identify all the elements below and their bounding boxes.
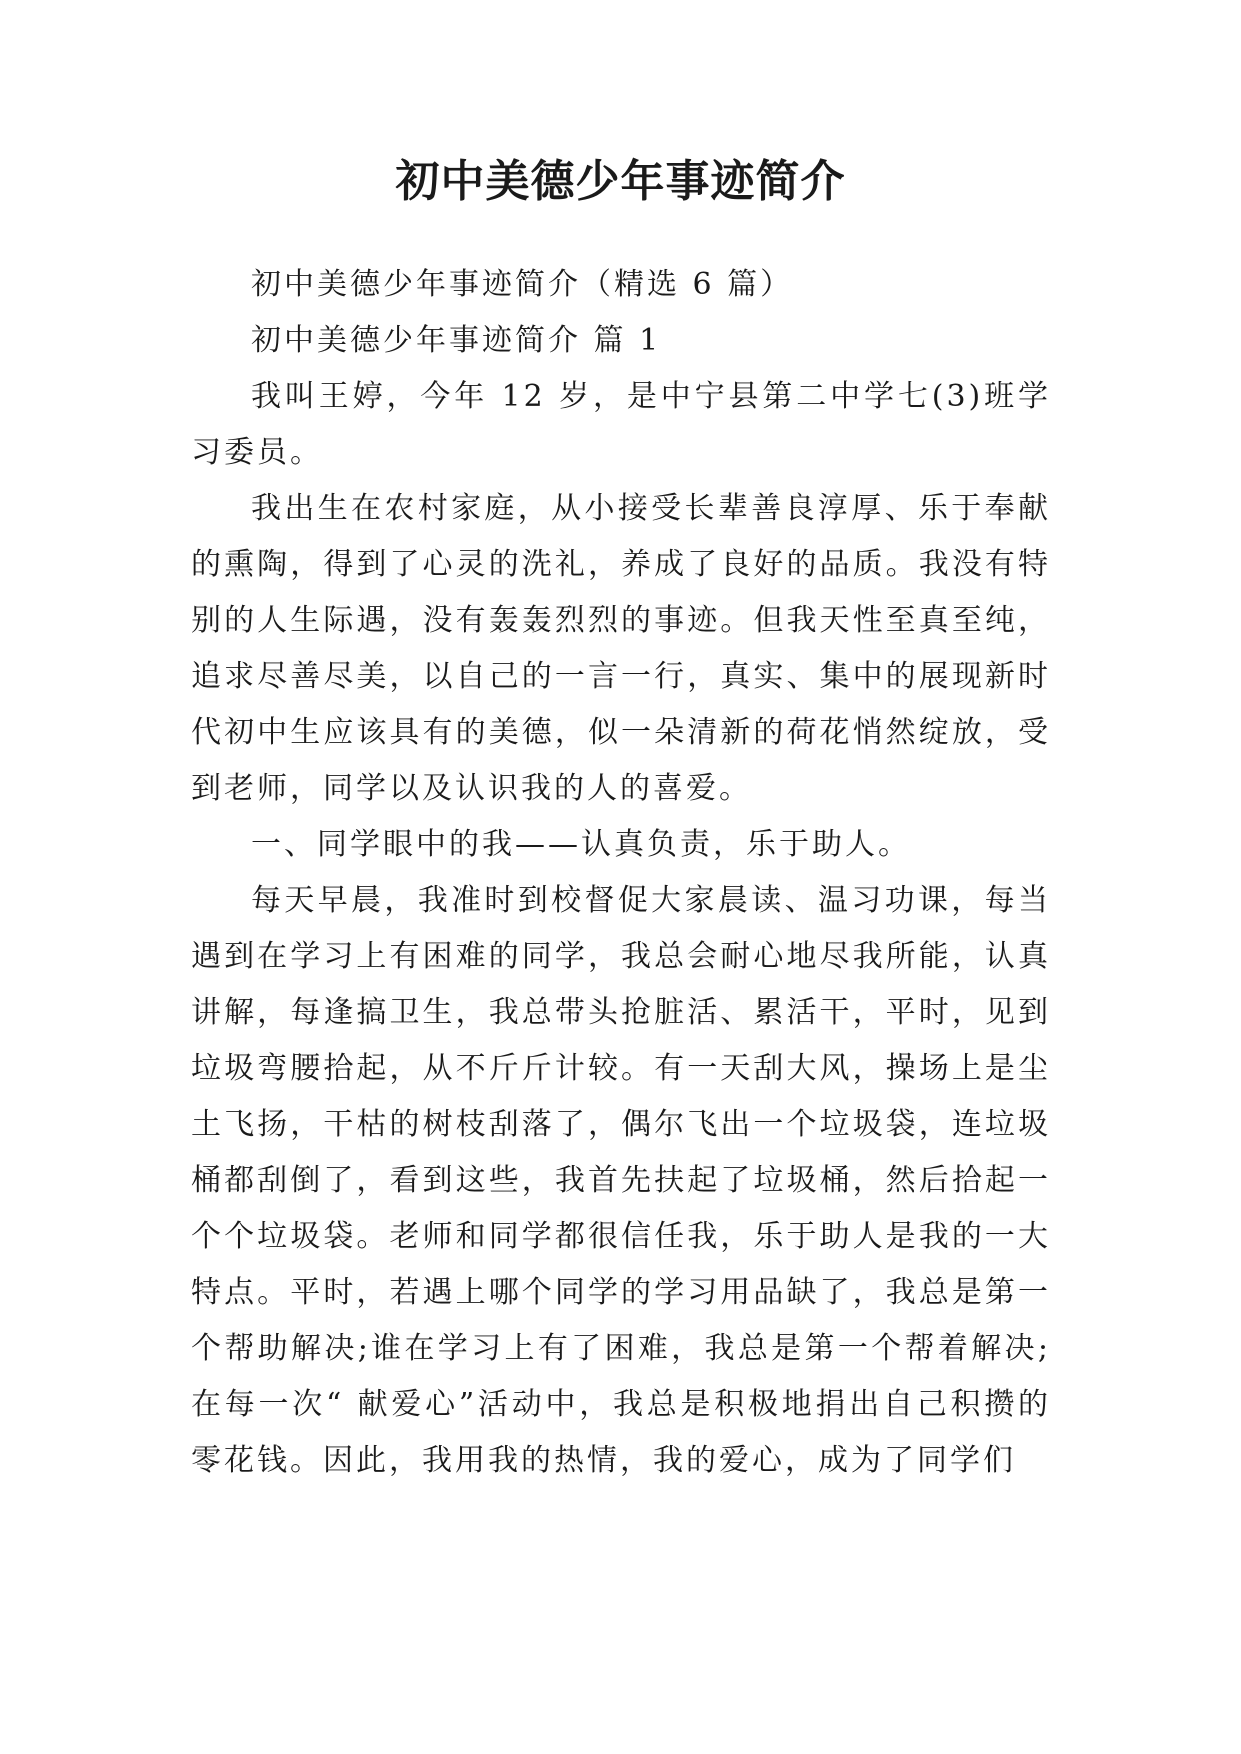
document-body bbox=[191, 257, 1051, 1489]
document-title: 初中美德少年事迹简介 bbox=[395, 156, 846, 207]
paragraph-intro: 我叫王婷，今年 12 岁，是中宁县第二中学七(3)班学习委员。 bbox=[191, 379, 1051, 470]
paragraph-background: 我出生在农村家庭，从小接受长辈善良淳厚、乐于奉献的熏陶，得到了心灵的洗礼，养成了良好的品质。我没有特别的人生际遇，没有轰轰烈烈的事迹。但我天性至真至纯，追求尽善尽美，以自己的一言一行，真实、集中的展现新时代初中生应该具有的美德，似一朵清新的荷花悄然绽放，受到老师，同学以及认识我的人的喜爱。 bbox=[191, 491, 1051, 806]
paragraph-heading-1: 一、同学眼中的我——认真负责，乐于助人。 bbox=[251, 827, 911, 862]
paragraph-section-heading: 初中美德少年事迹简介 篇 1 bbox=[251, 323, 662, 358]
paragraph-story: 每天早晨，我准时到校督促大家晨读、温习功课，每当遇到在学习上有困难的同学，我总会耐心地尽我所能，认真讲解，每逢搞卫生，我总带头抢脏活、累活干，平时，见到垃圾弯腰拾起，从不斤斤计较。有一天刮大风，操场上是尘土飞扬，干枯的树枝刮落了，偶尔飞出一个垃圾袋，连垃圾桶都刮倒了，看到这些，我首先扶起了垃圾桶，然后拾起一个个垃圾袋。老师和同学都很信任我，乐于助人是我的一大特点。平时，若遇上哪个同学的学习用品缺了，我总是第一个帮助解决;谁在学习上有了困难，我总是第一个帮着解决;在每一次“ 献爱心”活动中，我总是积极地捐出自己积攒的零花钱。因此，我用我的热情，我的爱心，成为了同学们 bbox=[191, 883, 1051, 1478]
paragraph-subtitle: 初中美德少年事迹简介（精选 6 篇） bbox=[251, 267, 794, 302]
